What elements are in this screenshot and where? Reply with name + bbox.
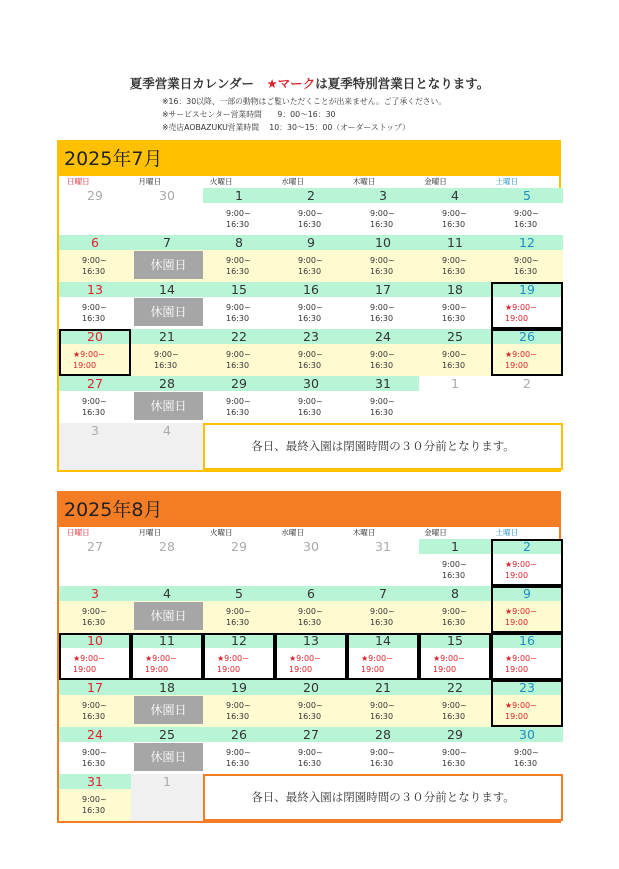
business-hours: 9:00~ 16:30 bbox=[82, 303, 107, 323]
day-number: 15 bbox=[419, 633, 491, 648]
day-cell bbox=[131, 633, 203, 680]
day-number: 2 bbox=[491, 539, 563, 554]
day-cell bbox=[203, 376, 275, 423]
day-number: 7 bbox=[131, 235, 203, 250]
business-hours: 9:00~ 16:30 bbox=[514, 256, 539, 276]
day-number: 15 bbox=[203, 282, 275, 297]
business-hours: 9:00~ 16:30 bbox=[226, 701, 251, 721]
day-number: 2 bbox=[523, 376, 531, 391]
day-cell bbox=[491, 329, 563, 376]
business-hours: 9:00~ 16:30 bbox=[442, 256, 467, 276]
day-cell bbox=[59, 727, 131, 774]
business-hours: 9:00~ 16:30 bbox=[514, 748, 539, 768]
day-cell bbox=[419, 376, 491, 423]
day-cell bbox=[203, 188, 275, 235]
closed-label: 休園日 bbox=[134, 696, 203, 724]
day-number: 20 bbox=[59, 329, 131, 344]
day-cell bbox=[275, 727, 347, 774]
special-hours: ★9:00~ 19:00 bbox=[505, 303, 537, 323]
closed-label: 休園日 bbox=[134, 298, 203, 326]
day-number: 7 bbox=[347, 586, 419, 601]
day-number: 2 bbox=[275, 188, 347, 203]
special-hours: ★9:00~ 19:00 bbox=[505, 560, 537, 580]
day-number: 16 bbox=[491, 633, 563, 648]
weekday-label: 水曜日 bbox=[281, 528, 305, 537]
day-cell bbox=[131, 235, 203, 282]
weekday-label: 日曜日 bbox=[67, 528, 90, 537]
business-hours: 9:00~ 16:30 bbox=[298, 607, 323, 627]
note-animals: ※16：30以降、一部の動物はご覧いただくことが出来ません。ご了承ください。 bbox=[162, 97, 447, 106]
business-hours: 9:00~ 16:30 bbox=[514, 209, 539, 229]
weekday-label: 土曜日 bbox=[495, 528, 519, 537]
day-cell bbox=[419, 188, 491, 235]
day-cell bbox=[59, 329, 131, 376]
day-cell bbox=[59, 586, 131, 633]
special-hours: ★9:00~ 19:00 bbox=[505, 607, 537, 627]
day-cell bbox=[59, 235, 131, 282]
day-number: 24 bbox=[59, 727, 131, 742]
business-hours: 9:00~ 16:30 bbox=[226, 748, 251, 768]
day-cell bbox=[275, 680, 347, 727]
day-cell bbox=[419, 539, 491, 586]
note-service-hours: ※サービスセンター営業時間 9：00～16：30 bbox=[162, 110, 336, 119]
day-number: 17 bbox=[347, 282, 419, 297]
weekday-label: 土曜日 bbox=[495, 177, 519, 186]
day-cell bbox=[131, 774, 203, 821]
day-cell bbox=[491, 727, 563, 774]
business-hours: 9:00~ 16:30 bbox=[442, 303, 467, 323]
day-cell bbox=[491, 376, 563, 423]
day-cell bbox=[419, 633, 491, 680]
day-number: 3 bbox=[347, 188, 419, 203]
day-number: 28 bbox=[131, 376, 203, 391]
day-number: 3 bbox=[59, 586, 131, 601]
day-cell bbox=[419, 235, 491, 282]
weekday-label: 金曜日 bbox=[424, 528, 447, 537]
day-cell bbox=[419, 586, 491, 633]
day-number: 5 bbox=[203, 586, 275, 601]
calendar-august bbox=[57, 491, 561, 823]
day-cell bbox=[275, 188, 347, 235]
day-number: 22 bbox=[203, 329, 275, 344]
day-number: 29 bbox=[231, 539, 247, 554]
day-number: 31 bbox=[375, 539, 391, 554]
day-cell bbox=[59, 633, 131, 680]
day-number: 10 bbox=[59, 633, 131, 648]
day-number: 19 bbox=[491, 282, 563, 297]
day-number: 23 bbox=[491, 680, 563, 695]
day-cell bbox=[275, 586, 347, 633]
calendar-grid bbox=[59, 539, 559, 821]
business-hours: 9:00~ 16:30 bbox=[442, 701, 467, 721]
weekday-label: 火曜日 bbox=[209, 177, 233, 186]
day-number: 10 bbox=[347, 235, 419, 250]
calendar-july bbox=[57, 140, 561, 472]
day-cell bbox=[275, 235, 347, 282]
special-hours: ★9:00~ 19:00 bbox=[433, 654, 465, 674]
special-hours: ★9:00~ 19:00 bbox=[505, 350, 537, 370]
business-hours: 9:00~ 16:30 bbox=[298, 350, 323, 370]
weekday-label: 月曜日 bbox=[138, 177, 162, 186]
day-number: 30 bbox=[159, 188, 175, 203]
day-cell bbox=[491, 188, 563, 235]
day-cell bbox=[59, 188, 131, 235]
day-cell bbox=[59, 539, 131, 586]
business-hours: 9:00~ 16:30 bbox=[298, 397, 323, 417]
business-hours: 9:00~ 16:30 bbox=[226, 303, 251, 323]
day-cell bbox=[59, 282, 131, 329]
day-number: 8 bbox=[419, 586, 491, 601]
day-cell bbox=[347, 727, 419, 774]
day-cell bbox=[131, 329, 203, 376]
day-cell bbox=[131, 376, 203, 423]
business-hours: 9:00~ 16:30 bbox=[442, 209, 467, 229]
day-cell bbox=[131, 539, 203, 586]
business-hours: 9:00~ 16:30 bbox=[370, 397, 395, 417]
day-number: 6 bbox=[59, 235, 131, 250]
business-hours: 9:00~ 16:30 bbox=[370, 701, 395, 721]
day-number: 25 bbox=[419, 329, 491, 344]
business-hours: 9:00~ 16:30 bbox=[370, 748, 395, 768]
day-number: 9 bbox=[275, 235, 347, 250]
day-cell bbox=[275, 633, 347, 680]
day-number: 17 bbox=[59, 680, 131, 695]
day-cell bbox=[275, 329, 347, 376]
business-hours: 9:00~ 16:30 bbox=[370, 350, 395, 370]
day-number: 12 bbox=[491, 235, 563, 250]
day-cell bbox=[347, 235, 419, 282]
day-number: 11 bbox=[419, 235, 491, 250]
weekday-label: 水曜日 bbox=[281, 177, 305, 186]
day-cell bbox=[419, 329, 491, 376]
day-cell bbox=[131, 188, 203, 235]
business-hours: 9:00~ 16:30 bbox=[442, 560, 467, 580]
day-number: 26 bbox=[491, 329, 563, 344]
day-number: 30 bbox=[275, 376, 347, 391]
business-hours: 9:00~ 16:30 bbox=[226, 209, 251, 229]
day-cell bbox=[59, 376, 131, 423]
day-number: 29 bbox=[203, 376, 275, 391]
business-hours: 9:00~ 16:30 bbox=[442, 607, 467, 627]
day-number: 20 bbox=[275, 680, 347, 695]
special-hours: ★9:00~ 19:00 bbox=[505, 654, 537, 674]
day-number: 1 bbox=[163, 774, 171, 789]
day-number: 12 bbox=[203, 633, 275, 648]
day-cell bbox=[347, 188, 419, 235]
business-hours: 9:00~ 16:30 bbox=[370, 209, 395, 229]
business-hours: 9:00~ 16:30 bbox=[298, 256, 323, 276]
closed-label: 休園日 bbox=[134, 392, 203, 420]
special-hours: ★9:00~ 19:00 bbox=[73, 350, 105, 370]
day-number: 6 bbox=[275, 586, 347, 601]
day-number: 13 bbox=[59, 282, 131, 297]
last-entry-note: 各日、最終入園は閉園時間の３０分前となります。 bbox=[203, 423, 563, 470]
business-hours: 9:00~ 16:30 bbox=[370, 303, 395, 323]
day-number: 18 bbox=[131, 680, 203, 695]
day-cell bbox=[419, 282, 491, 329]
day-number: 4 bbox=[419, 188, 491, 203]
day-cell bbox=[491, 586, 563, 633]
day-cell bbox=[491, 680, 563, 727]
day-cell bbox=[203, 586, 275, 633]
page-title: 夏季営業日カレンダー ★マークは夏季特別営業日となります。 bbox=[129, 76, 490, 91]
weekday-header bbox=[59, 176, 559, 188]
day-number: 1 bbox=[203, 188, 275, 203]
business-hours: 9:00~ 16:30 bbox=[442, 748, 467, 768]
weekday-header bbox=[59, 527, 559, 539]
calendar-title: 2025年7月 bbox=[64, 148, 163, 170]
day-cell bbox=[491, 539, 563, 586]
closed-label: 休園日 bbox=[134, 602, 203, 630]
day-number: 21 bbox=[347, 680, 419, 695]
weekday-label: 日曜日 bbox=[67, 177, 90, 186]
day-cell bbox=[491, 282, 563, 329]
day-number: 9 bbox=[491, 586, 563, 601]
weekday-label: 火曜日 bbox=[209, 528, 233, 537]
day-cell bbox=[275, 282, 347, 329]
day-number: 30 bbox=[491, 727, 563, 742]
day-cell bbox=[131, 680, 203, 727]
day-number: 18 bbox=[419, 282, 491, 297]
day-number: 1 bbox=[451, 376, 459, 391]
day-number: 31 bbox=[347, 376, 419, 391]
special-hours: ★9:00~ 19:00 bbox=[289, 654, 321, 674]
weekday-label: 木曜日 bbox=[352, 177, 376, 186]
business-hours: 9:00~ 16:30 bbox=[226, 607, 251, 627]
day-cell bbox=[347, 376, 419, 423]
business-hours: 9:00~ 16:30 bbox=[82, 397, 107, 417]
business-hours: 9:00~ 16:30 bbox=[226, 256, 251, 276]
day-number: 28 bbox=[347, 727, 419, 742]
business-hours: 9:00~ 16:30 bbox=[442, 350, 467, 370]
day-cell bbox=[419, 680, 491, 727]
day-number: 23 bbox=[275, 329, 347, 344]
business-hours: 9:00~ 16:30 bbox=[370, 256, 395, 276]
special-hours: ★9:00~ 19:00 bbox=[73, 654, 105, 674]
calendar-grid bbox=[59, 188, 559, 470]
business-hours: 9:00~ 16:30 bbox=[298, 748, 323, 768]
weekday-label: 木曜日 bbox=[352, 528, 376, 537]
day-cell bbox=[347, 282, 419, 329]
business-hours: 9:00~ 16:30 bbox=[82, 607, 107, 627]
day-cell bbox=[59, 774, 131, 821]
business-hours: 9:00~ 16:30 bbox=[226, 397, 251, 417]
day-number: 31 bbox=[59, 774, 131, 789]
day-number: 3 bbox=[91, 423, 99, 438]
closed-label: 休園日 bbox=[134, 743, 203, 771]
day-number: 26 bbox=[203, 727, 275, 742]
special-hours: ★9:00~ 19:00 bbox=[361, 654, 393, 674]
day-cell bbox=[203, 329, 275, 376]
day-number: 28 bbox=[159, 539, 175, 554]
day-cell bbox=[131, 727, 203, 774]
day-cell bbox=[131, 423, 203, 470]
day-cell bbox=[203, 282, 275, 329]
day-cell bbox=[491, 235, 563, 282]
day-number: 8 bbox=[203, 235, 275, 250]
day-cell bbox=[59, 423, 131, 470]
day-number: 4 bbox=[163, 423, 171, 438]
business-hours: 9:00~ 16:30 bbox=[370, 607, 395, 627]
special-hours: ★9:00~ 19:00 bbox=[217, 654, 249, 674]
day-number: 13 bbox=[275, 633, 347, 648]
day-number: 1 bbox=[419, 539, 491, 554]
day-number: 14 bbox=[347, 633, 419, 648]
business-hours: 9:00~ 16:30 bbox=[82, 701, 107, 721]
day-number: 27 bbox=[275, 727, 347, 742]
day-cell bbox=[131, 282, 203, 329]
day-number: 22 bbox=[419, 680, 491, 695]
business-hours: 9:00~ 16:30 bbox=[154, 350, 179, 370]
business-hours: 9:00~ 16:30 bbox=[298, 303, 323, 323]
day-number: 24 bbox=[347, 329, 419, 344]
day-cell bbox=[203, 633, 275, 680]
day-cell bbox=[275, 539, 347, 586]
day-number: 29 bbox=[87, 188, 103, 203]
business-hours: 9:00~ 16:30 bbox=[298, 209, 323, 229]
day-number: 16 bbox=[275, 282, 347, 297]
day-number: 30 bbox=[303, 539, 319, 554]
special-hours: ★9:00~ 19:00 bbox=[505, 701, 537, 721]
day-cell bbox=[131, 586, 203, 633]
day-number: 11 bbox=[131, 633, 203, 648]
day-cell bbox=[203, 727, 275, 774]
calendar-title: 2025年8月 bbox=[64, 499, 163, 521]
day-cell bbox=[203, 539, 275, 586]
business-hours: 9:00~ 16:30 bbox=[82, 795, 107, 815]
day-cell bbox=[203, 680, 275, 727]
day-number: 5 bbox=[491, 188, 563, 203]
business-hours: 9:00~ 16:30 bbox=[298, 701, 323, 721]
day-number: 4 bbox=[131, 586, 203, 601]
day-number: 29 bbox=[419, 727, 491, 742]
day-cell bbox=[347, 539, 419, 586]
weekday-label: 月曜日 bbox=[138, 528, 162, 537]
special-hours: ★9:00~ 19:00 bbox=[145, 654, 177, 674]
business-hours: 9:00~ 16:30 bbox=[82, 748, 107, 768]
day-number: 25 bbox=[131, 727, 203, 742]
day-cell bbox=[59, 680, 131, 727]
day-number: 27 bbox=[59, 376, 131, 391]
day-cell bbox=[419, 727, 491, 774]
day-cell bbox=[347, 586, 419, 633]
day-number: 19 bbox=[203, 680, 275, 695]
closed-label: 休園日 bbox=[134, 251, 203, 279]
day-cell bbox=[347, 329, 419, 376]
day-number: 27 bbox=[87, 539, 103, 554]
business-hours: 9:00~ 16:30 bbox=[82, 256, 107, 276]
day-number: 14 bbox=[131, 282, 203, 297]
day-cell bbox=[203, 235, 275, 282]
last-entry-note: 各日、最終入園は閉園時間の３０分前となります。 bbox=[203, 774, 563, 821]
note-shop-hours: ※売店AOBAZUKU営業時間 10：30～15：00（オーダーストップ） bbox=[162, 123, 410, 132]
day-number: 21 bbox=[131, 329, 203, 344]
day-cell bbox=[275, 376, 347, 423]
day-cell bbox=[347, 680, 419, 727]
day-cell bbox=[347, 633, 419, 680]
business-hours: 9:00~ 16:30 bbox=[226, 350, 251, 370]
day-cell bbox=[491, 633, 563, 680]
weekday-label: 金曜日 bbox=[424, 177, 447, 186]
